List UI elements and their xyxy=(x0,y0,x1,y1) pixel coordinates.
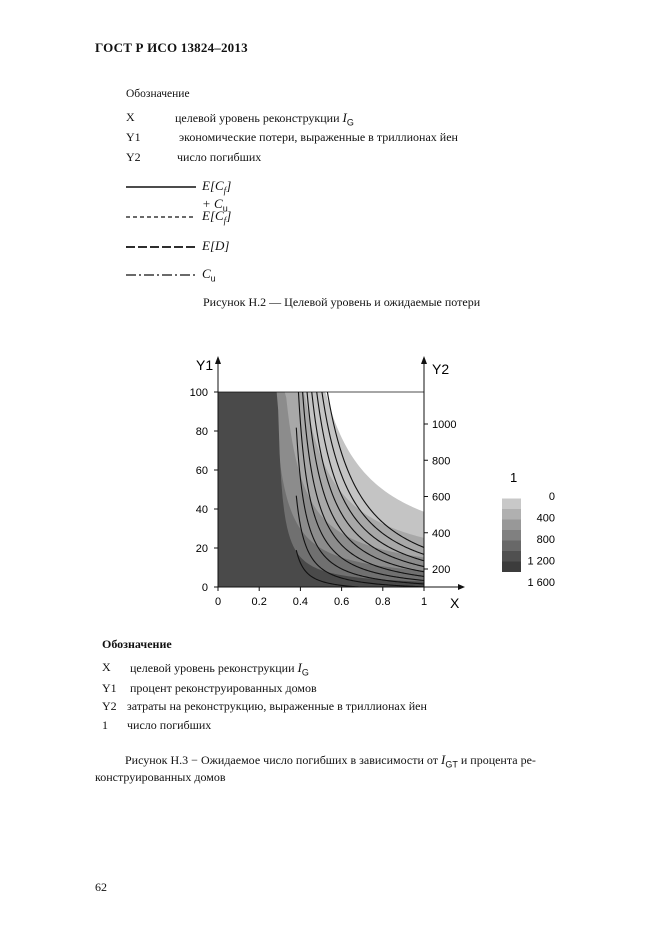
legend1-symbol-y2: Y2 xyxy=(126,150,141,164)
y1-axis-label: Y1 xyxy=(196,357,214,373)
y1-tick-label: 0 xyxy=(201,582,208,594)
colorbar-label: 400 xyxy=(536,512,555,525)
x-tick-label: 0.6 xyxy=(333,596,350,608)
page-number: 62 xyxy=(95,880,107,894)
y2-axis-label: Y2 xyxy=(432,361,450,377)
x-axis-label: X xyxy=(450,595,460,611)
legend1-desc-x: целевой уровень реконструкции $I_G$ xyxy=(175,110,354,128)
legend2-desc-y2: затраты на реконструкцию, выраженные в триллионах йен xyxy=(127,699,427,713)
y1-axis-arrow-icon xyxy=(215,356,221,364)
heatmap-chart xyxy=(180,352,590,617)
x-axis-arrow-icon xyxy=(458,584,465,590)
dashdot-line-icon xyxy=(126,273,196,277)
x-tick-label: 0.8 xyxy=(375,596,391,608)
y1-tick-label: 80 xyxy=(195,426,208,438)
solid-line-icon xyxy=(126,185,196,189)
colorbar-segment xyxy=(502,509,521,520)
colorbar-title: 1 xyxy=(510,470,518,485)
legend2-desc-x: целевой уровень реконструкции $I_G$ xyxy=(130,660,309,678)
colorbar-label: 1 200 xyxy=(527,555,555,568)
y1-tick-label: 40 xyxy=(195,504,208,516)
legend2-heading: Обозначение xyxy=(102,637,172,651)
y1-tick-label: 60 xyxy=(195,465,208,477)
y2-tick-label: 800 xyxy=(432,455,451,468)
colorbar-label: 800 xyxy=(536,534,555,546)
figure-caption-h2: Рисунок Н.2 — Целевой уровень и ожидаемые потери xyxy=(203,295,481,309)
colorbar-label: 1 600 xyxy=(527,577,555,589)
colorbar-segment xyxy=(502,562,521,573)
figure-caption-h3-line1: Рисунок Н.3 − Ожидаемое число погибших в зависимости от $I_{GT}$ и процента ре- xyxy=(125,752,536,770)
y2-tick-label: 1000 xyxy=(432,419,457,431)
y2-tick-label: 600 xyxy=(432,491,451,504)
colorbar-segment xyxy=(502,541,521,552)
legend1-symbol-y1: Y1 xyxy=(126,130,141,144)
document-header: ГОСТ Р ИСО 13824–2013 xyxy=(95,40,248,55)
y1-tick-label: 20 xyxy=(195,543,208,555)
x-tick-label: 0.4 xyxy=(292,596,309,608)
y2-axis-arrow-icon xyxy=(421,356,427,364)
colorbar-segment xyxy=(502,520,521,531)
legend2-symbol-y1: Y1 xyxy=(102,681,117,695)
legend2-symbol-y2: Y2 xyxy=(102,699,117,713)
colorbar-segment xyxy=(502,551,521,562)
colorbar-label: 0 xyxy=(548,491,555,503)
x-tick-label: 0.2 xyxy=(251,596,267,608)
legend2-desc-1: число погибших xyxy=(127,718,212,732)
legend2-desc-y1: процент реконструированных домов xyxy=(130,681,317,695)
colorbar-segment xyxy=(502,499,521,510)
legend1-desc-y1: экономические потери, выраженные в триллионах йен xyxy=(179,130,458,144)
legend1-desc-y2: число погибших xyxy=(177,150,262,164)
y2-tick-label: 200 xyxy=(432,564,451,576)
dashed-line-icon xyxy=(126,215,196,219)
colorbar-segment xyxy=(502,530,521,541)
colorbar-segment xyxy=(502,488,521,499)
x-tick-label: 0 xyxy=(214,596,222,608)
legend2-symbol-1: 1 xyxy=(102,718,108,732)
legend1-symbol-x: X xyxy=(126,110,135,124)
legend1-heading: Обозначение xyxy=(126,88,190,100)
band-darkest-left xyxy=(218,392,274,587)
legend2-symbol-x: X xyxy=(102,660,111,674)
longdash-line-icon xyxy=(126,245,196,249)
heatmap-bands xyxy=(218,373,424,590)
x-tick-label: 1 xyxy=(420,596,428,608)
figure-caption-h3-line2: конструированных домов xyxy=(95,770,226,784)
y2-tick-label: 400 xyxy=(432,527,451,540)
y1-tick-label: 100 xyxy=(189,387,208,399)
